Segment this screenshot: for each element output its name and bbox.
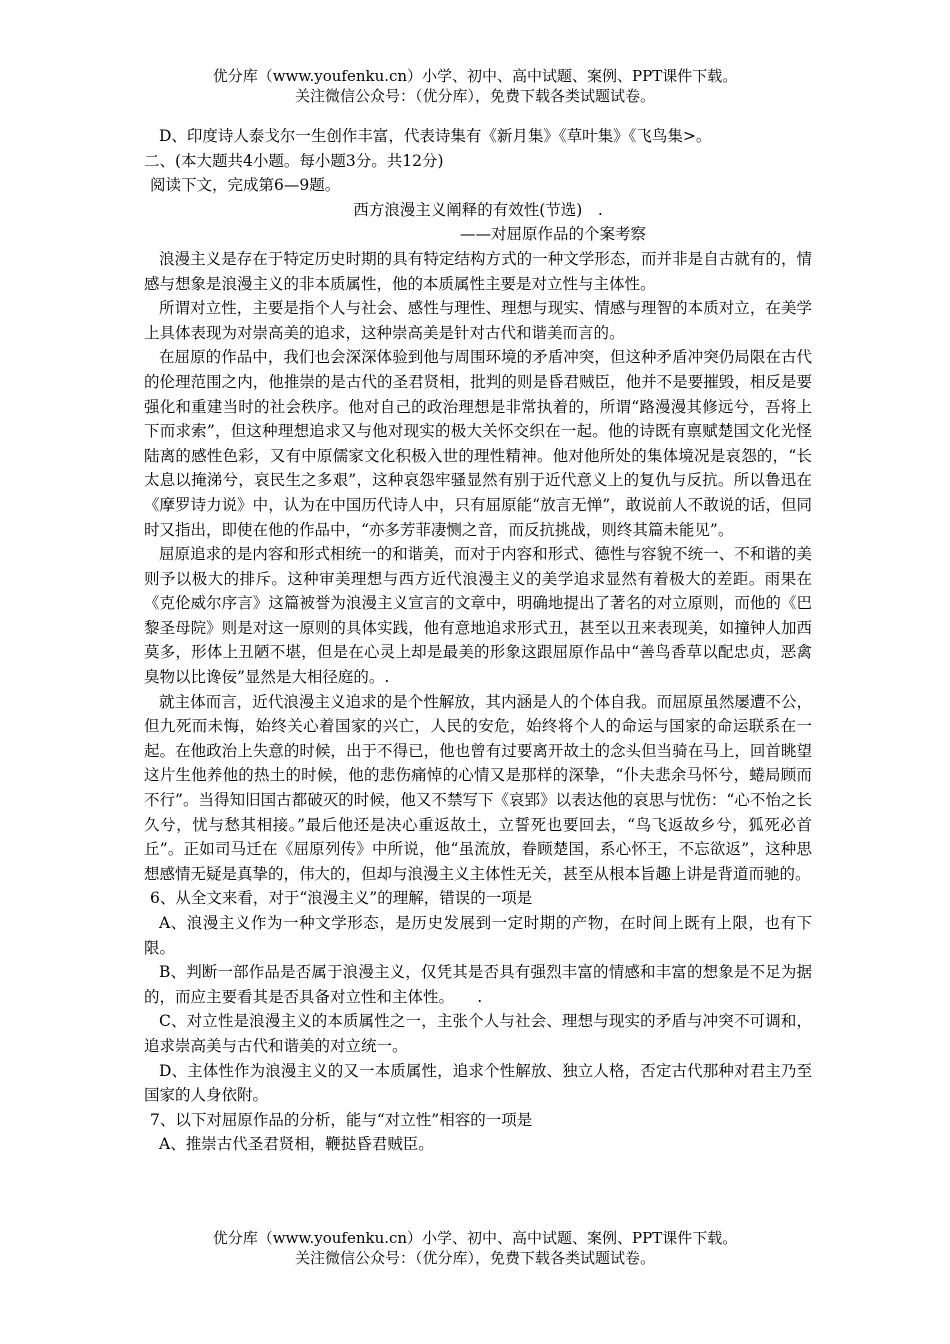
paragraph-3: 在屈原的作品中，我们也会深深体验到他与周围环境的矛盾冲突，但这种矛盾冲突仍局限在古代的伦理范围之内，他推崇的是古代的圣君贤相，批判的则是昏君贼臣，他并不是要摧毁，相反是要强化和重建当时的社会秩序。他对自己的政治理想是非常执着的，所谓“路漫漫其修远兮，吾将上下而求索”，但这种理想追求又与他对现实的极大关怀交织在一起。他的诗既有禀赋楚国文化光怪陆离的感性色彩，又有中原儒家文化积极入世的理性精神。他对他所处的集体境况是哀怨的，“长太息以掩涕兮，哀民生之多艰”，这种哀怨牢骚显然有别于近代意义上的复仇与反抗。所以鲁迅在《摩罗诗力说》中，认为在中国历代诗人中，只有屈原能“放言无惮”，敢说前人不敢说的话，但同时又指出，即使在他的作品中，“亦多芳菲凄恻之音，而反抗挑战，则终其篇未能见”。 (144, 348, 812, 539)
question-6-option-a: A、浪漫主义作为一种文学形态，是历史发展到一定时期的产物，在时间上既有上限，也有下 限。 (144, 914, 812, 957)
previous-option-d: D、印度诗人泰戈尔一生创作丰富，代表诗集有《新月集》《草叶集》《飞鸟集>。 (159, 127, 712, 145)
reading-instruction: 阅读下文，完成第6—9题。 (150, 176, 341, 195)
footer-line-1: 优分库（www.youfenku.cn）小学、初中、高中试题、案例、PPT课件下载。 (212, 1229, 738, 1247)
paragraph-5: 就主体而言，近代浪漫主义追求的是个性解放，其内涵是人的个体自我。而屈原虽然屡遭不公，但九死而未悔，始终关心着国家的兴亡，人民的安危，始终将个人的命运与国家的命运联系在一起。在他政治上失意的时候，出于不得已，他也曾有过要离开故土的念头但当骑在马上，回首眺望这片生他养他的热土的时候，他的悲伤痛悼的心情又是那样的深挚，“仆夫悲余马怀兮，蜷局顾而不行”。当得知旧国古都破灭的时候，他又不禁写下《哀郢》以表达他的哀思与忧伤：“心不怡之长久兮，忧与愁其相接。”最后他还是决心重返故土，立誓死也要回去，“鸟飞返故乡兮，狐死必首丘”。正如司马迁在《屈原列传》中所说，他“虽流放，眷顾楚国，系心怀王，不忘欲返”，这种思想感情无疑是真挚的，伟大的，但却与浪漫主义主体性无关，甚至从根本旨趣上讲是背道而驰的。 (144, 692, 812, 883)
question-6-option-d: D、主体性作为浪漫主义的又一本质属性，追求个性解放、独立人格，否定古代那种对君主乃至国家的人身依附。 (144, 1061, 812, 1105)
question-6-option-b: B、判断一部作品是否属于浪漫主义，仅凭其是否具有强烈丰富的情感和丰富的想象是不足为据的，而应主要看其是否具备对立性和主体性。 . (144, 963, 812, 1006)
question-6-option-c: C、对立性是浪漫主义的本质属性之一，主张个人与社会、理想与现实的矛盾与冲突不可调和，追求崇高美与古代和谐美的对立统一。 (144, 1012, 812, 1055)
article-subtitle: ——对屈原作品的个案考察 (459, 225, 646, 244)
article-title: 西方浪漫主义阐释的有效性(节选) . (353, 200, 603, 219)
paragraph-2: 所谓对立性，主要是指个人与社会、感性与理性、理想与现实、情感与理智的本质对立，在美学上具体表现为对崇高美的追求，这种崇高美是针对古代和谐美而言的。 (144, 299, 812, 342)
header-line-1: 优分库（www.youfenku.cn）小学、初中、高中试题、案例、PPT课件下载。 (212, 67, 738, 85)
question-6-stem: 6、从全文来看，对于“浪漫主义”的理解，错误的一项是 (150, 889, 533, 908)
question-7-option-a: A、推崇古代圣君贤相，鞭挞昏君贼臣。 (159, 1135, 434, 1154)
footer-line-2: 关注微信公众号：（优分库），免费下载各类试题试卷。 (294, 1249, 655, 1267)
paragraph-4: 屈原追求的是内容和形式相统一的和谐美，而对于内容和形式、德性与容貌不统一、不和谐的美则予以极大的排斥。这种审美理想与西方近代浪漫主义的美学追求显然有着极大的差距。雨果在《克伦威尔序言》这篇被誉为浪漫主义宣言的文章中，明确地提出了著名的对立原则，而他的《巴黎圣母院》则是对这一原则的具体实践，他有意地追求形式丑，甚至以丑来表现美，如撞钟人加西莫多，形体上丑陋不堪，但是在心灵上却是最美的形象这跟屈原作品中“善鸟香草以配忠贞，恶禽臭物以比谗佞”显然是大相径庭的。. (144, 545, 812, 687)
section-heading: 二、(本大题共4小题。每小题3分。共12分) (144, 151, 444, 170)
question-7-stem: 7、以下对屈原作品的分析，能与“对立性”相容的一项是 (150, 1110, 533, 1129)
header-line-2: 关注微信公众号：（优分库），免费下载各类试题试卷。 (294, 87, 655, 105)
paragraph-1: 浪漫主义是存在于特定历史时期的具有特定结构方式的一种文学形态，而并非是自古就有的，情感与想象是浪漫主义的非本质属性，他的本质属性主要是对立性与主体性。 (144, 249, 812, 293)
document-body (144, 124, 812, 1157)
page-header (0, 66, 950, 106)
page-footer (0, 1228, 950, 1268)
